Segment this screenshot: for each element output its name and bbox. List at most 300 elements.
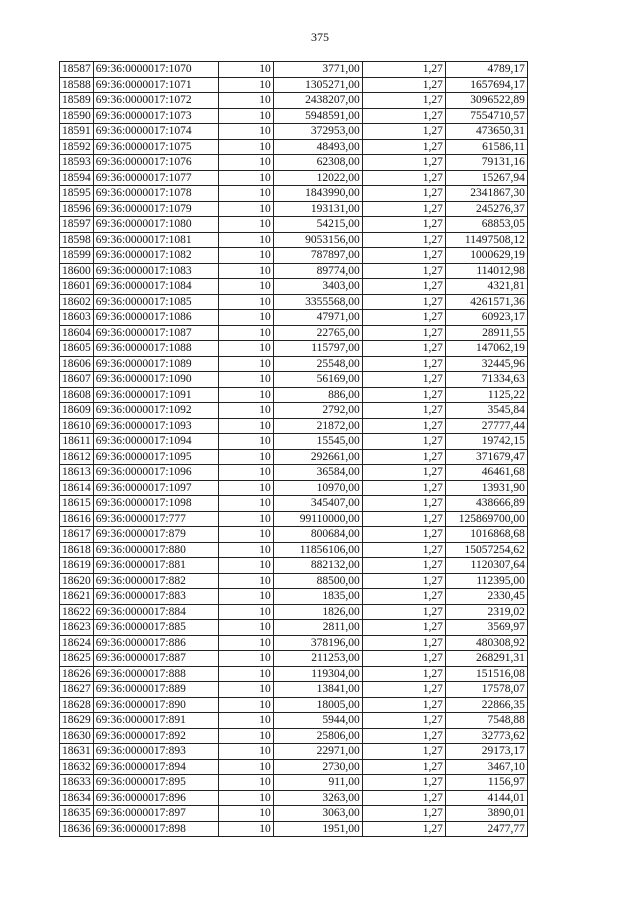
spacer-cell	[362, 387, 421, 403]
table-row	[60, 449, 528, 465]
cadastral-table	[59, 61, 528, 837]
area-cell: 115797,00	[273, 341, 362, 357]
cadastral-number-cell: 69:36:0000017:1094	[93, 434, 218, 450]
area-cell: 1826,00	[273, 604, 362, 620]
value-cell: 68853,05	[445, 217, 527, 233]
table-row	[60, 310, 528, 326]
coefficient-cell: 1,27	[421, 310, 446, 326]
count-cell: 10	[218, 403, 273, 419]
table-row	[60, 728, 528, 744]
coefficient-cell: 1,27	[421, 604, 446, 620]
area-cell: 3263,00	[273, 790, 362, 806]
coefficient-cell: 1,27	[421, 418, 446, 434]
table-row	[60, 418, 528, 434]
area-cell: 12022,00	[273, 170, 362, 186]
table-row	[60, 744, 528, 760]
area-cell: 5944,00	[273, 713, 362, 729]
count-cell: 10	[218, 139, 273, 155]
value-cell: 60923,17	[445, 310, 527, 326]
count-cell: 10	[218, 666, 273, 682]
table-row	[60, 341, 528, 357]
row-number-cell: 18599	[60, 248, 94, 264]
spacer-cell	[362, 511, 421, 527]
table-row	[60, 806, 528, 822]
cadastral-number-cell: 69:36:0000017:777	[93, 511, 218, 527]
spacer-cell	[362, 635, 421, 651]
coefficient-cell: 1,27	[421, 294, 446, 310]
value-cell: 17578,07	[445, 682, 527, 698]
cadastral-number-cell: 69:36:0000017:889	[93, 682, 218, 698]
area-cell: 62308,00	[273, 155, 362, 171]
table-row	[60, 294, 528, 310]
coefficient-cell: 1,27	[421, 697, 446, 713]
value-cell: 22866,35	[445, 697, 527, 713]
spacer-cell	[362, 542, 421, 558]
spacer-cell	[362, 217, 421, 233]
coefficient-cell: 1,27	[421, 496, 446, 512]
area-cell: 15545,00	[273, 434, 362, 450]
count-cell: 10	[218, 62, 273, 78]
row-number-cell: 18622	[60, 604, 94, 620]
table-row	[60, 217, 528, 233]
cadastral-number-cell: 69:36:0000017:1085	[93, 294, 218, 310]
table-row	[60, 186, 528, 202]
table-row	[60, 279, 528, 295]
cadastral-number-cell: 69:36:0000017:888	[93, 666, 218, 682]
table-row	[60, 682, 528, 698]
area-cell: 372953,00	[273, 124, 362, 140]
table-row	[60, 775, 528, 791]
cadastral-number-cell: 69:36:0000017:1073	[93, 108, 218, 124]
count-cell: 10	[218, 697, 273, 713]
row-number-cell: 18623	[60, 620, 94, 636]
value-cell: 1156,97	[445, 775, 527, 791]
cadastral-number-cell: 69:36:0000017:1081	[93, 232, 218, 248]
value-cell: 7554710,57	[445, 108, 527, 124]
count-cell: 10	[218, 217, 273, 233]
count-cell: 10	[218, 589, 273, 605]
coefficient-cell: 1,27	[421, 573, 446, 589]
spacer-cell	[362, 697, 421, 713]
count-cell: 10	[218, 108, 273, 124]
cadastral-number-cell: 69:36:0000017:1092	[93, 403, 218, 419]
table-row	[60, 201, 528, 217]
row-number-cell: 18590	[60, 108, 94, 124]
area-cell: 2730,00	[273, 759, 362, 775]
area-cell: 10970,00	[273, 480, 362, 496]
table-row	[60, 821, 528, 837]
row-number-cell: 18607	[60, 372, 94, 388]
count-cell: 10	[218, 186, 273, 202]
spacer-cell	[362, 465, 421, 481]
area-cell: 1835,00	[273, 589, 362, 605]
cadastral-number-cell: 69:36:0000017:1095	[93, 449, 218, 465]
spacer-cell	[362, 201, 421, 217]
value-cell: 1016868,68	[445, 527, 527, 543]
area-cell: 1951,00	[273, 821, 362, 837]
area-cell: 48493,00	[273, 139, 362, 155]
table-row	[60, 465, 528, 481]
table-row	[60, 527, 528, 543]
coefficient-cell: 1,27	[421, 139, 446, 155]
coefficient-cell: 1,27	[421, 511, 446, 527]
spacer-cell	[362, 356, 421, 372]
row-number-cell: 18626	[60, 666, 94, 682]
row-number-cell: 18600	[60, 263, 94, 279]
coefficient-cell: 1,27	[421, 542, 446, 558]
spacer-cell	[362, 449, 421, 465]
count-cell: 10	[218, 558, 273, 574]
cadastral-number-cell: 69:36:0000017:1079	[93, 201, 218, 217]
table-row	[60, 651, 528, 667]
value-cell: 1657694,17	[445, 77, 527, 93]
spacer-cell	[362, 248, 421, 264]
area-cell: 89774,00	[273, 263, 362, 279]
area-cell: 292661,00	[273, 449, 362, 465]
spacer-cell	[362, 155, 421, 171]
count-cell: 10	[218, 263, 273, 279]
spacer-cell	[362, 790, 421, 806]
row-number-cell: 18587	[60, 62, 94, 78]
area-cell: 99110000,00	[273, 511, 362, 527]
spacer-cell	[362, 139, 421, 155]
value-cell: 2330,45	[445, 589, 527, 605]
value-cell: 245276,37	[445, 201, 527, 217]
coefficient-cell: 1,27	[421, 77, 446, 93]
table-row	[60, 77, 528, 93]
table-row	[60, 496, 528, 512]
cadastral-number-cell: 69:36:0000017:1097	[93, 480, 218, 496]
count-cell: 10	[218, 325, 273, 341]
cadastral-number-cell: 69:36:0000017:1093	[93, 418, 218, 434]
spacer-cell	[362, 527, 421, 543]
cadastral-number-cell: 69:36:0000017:1086	[93, 310, 218, 326]
count-cell: 10	[218, 155, 273, 171]
value-cell: 32445,96	[445, 356, 527, 372]
coefficient-cell: 1,27	[421, 821, 446, 837]
value-cell: 28911,55	[445, 325, 527, 341]
table-row	[60, 759, 528, 775]
cadastral-number-cell: 69:36:0000017:898	[93, 821, 218, 837]
cadastral-number-cell: 69:36:0000017:883	[93, 589, 218, 605]
table-row	[60, 604, 528, 620]
value-cell: 3545,84	[445, 403, 527, 419]
value-cell: 112395,00	[445, 573, 527, 589]
cadastral-number-cell: 69:36:0000017:891	[93, 713, 218, 729]
spacer-cell	[362, 682, 421, 698]
coefficient-cell: 1,27	[421, 790, 446, 806]
spacer-cell	[362, 279, 421, 295]
table-row	[60, 170, 528, 186]
count-cell: 10	[218, 620, 273, 636]
area-cell: 13841,00	[273, 682, 362, 698]
value-cell: 2341867,30	[445, 186, 527, 202]
cadastral-number-cell: 69:36:0000017:893	[93, 744, 218, 760]
coefficient-cell: 1,27	[421, 713, 446, 729]
table-row	[60, 248, 528, 264]
count-cell: 10	[218, 93, 273, 109]
area-cell: 1305271,00	[273, 77, 362, 93]
value-cell: 438666,89	[445, 496, 527, 512]
coefficient-cell: 1,27	[421, 728, 446, 744]
table-row	[60, 542, 528, 558]
spacer-cell	[362, 186, 421, 202]
spacer-cell	[362, 403, 421, 419]
value-cell: 480308,92	[445, 635, 527, 651]
count-cell: 10	[218, 573, 273, 589]
cadastral-number-cell: 69:36:0000017:890	[93, 697, 218, 713]
cadastral-number-cell: 69:36:0000017:1084	[93, 279, 218, 295]
count-cell: 10	[218, 527, 273, 543]
area-cell: 22971,00	[273, 744, 362, 760]
coefficient-cell: 1,27	[421, 759, 446, 775]
cadastral-number-cell: 69:36:0000017:886	[93, 635, 218, 651]
count-cell: 10	[218, 759, 273, 775]
area-cell: 25548,00	[273, 356, 362, 372]
coefficient-cell: 1,27	[421, 124, 446, 140]
table-row	[60, 93, 528, 109]
coefficient-cell: 1,27	[421, 155, 446, 171]
row-number-cell: 18635	[60, 806, 94, 822]
value-cell: 4144,01	[445, 790, 527, 806]
table-row	[60, 511, 528, 527]
value-cell: 19742,15	[445, 434, 527, 450]
coefficient-cell: 1,27	[421, 279, 446, 295]
area-cell: 3771,00	[273, 62, 362, 78]
count-cell: 10	[218, 77, 273, 93]
row-number-cell: 18625	[60, 651, 94, 667]
spacer-cell	[362, 77, 421, 93]
value-cell: 114012,98	[445, 263, 527, 279]
area-cell: 911,00	[273, 775, 362, 791]
spacer-cell	[362, 310, 421, 326]
spacer-cell	[362, 480, 421, 496]
area-cell: 2792,00	[273, 403, 362, 419]
value-cell: 1125,22	[445, 387, 527, 403]
spacer-cell	[362, 434, 421, 450]
row-number-cell: 18614	[60, 480, 94, 496]
table-row	[60, 124, 528, 140]
coefficient-cell: 1,27	[421, 666, 446, 682]
spacer-cell	[362, 713, 421, 729]
row-number-cell: 18592	[60, 139, 94, 155]
row-number-cell: 18608	[60, 387, 94, 403]
cadastral-number-cell: 69:36:0000017:1074	[93, 124, 218, 140]
row-number-cell: 18603	[60, 310, 94, 326]
area-cell: 88500,00	[273, 573, 362, 589]
cadastral-number-cell: 69:36:0000017:897	[93, 806, 218, 822]
coefficient-cell: 1,27	[421, 372, 446, 388]
value-cell: 79131,16	[445, 155, 527, 171]
row-number-cell: 18630	[60, 728, 94, 744]
cadastral-number-cell: 69:36:0000017:1083	[93, 263, 218, 279]
value-cell: 147062,19	[445, 341, 527, 357]
area-cell: 882132,00	[273, 558, 362, 574]
count-cell: 10	[218, 806, 273, 822]
table-body	[60, 62, 528, 837]
spacer-cell	[362, 341, 421, 357]
area-cell: 193131,00	[273, 201, 362, 217]
coefficient-cell: 1,27	[421, 263, 446, 279]
cadastral-number-cell: 69:36:0000017:1096	[93, 465, 218, 481]
cadastral-number-cell: 69:36:0000017:1098	[93, 496, 218, 512]
row-number-cell: 18602	[60, 294, 94, 310]
coefficient-cell: 1,27	[421, 449, 446, 465]
row-number-cell: 18596	[60, 201, 94, 217]
spacer-cell	[362, 589, 421, 605]
spacer-cell	[362, 728, 421, 744]
spacer-cell	[362, 108, 421, 124]
count-cell: 10	[218, 279, 273, 295]
coefficient-cell: 1,27	[421, 620, 446, 636]
value-cell: 27777,44	[445, 418, 527, 434]
area-cell: 2811,00	[273, 620, 362, 636]
count-cell: 10	[218, 821, 273, 837]
cadastral-number-cell: 69:36:0000017:1088	[93, 341, 218, 357]
coefficient-cell: 1,27	[421, 201, 446, 217]
spacer-cell	[362, 604, 421, 620]
table-row	[60, 558, 528, 574]
coefficient-cell: 1,27	[421, 387, 446, 403]
value-cell: 151516,08	[445, 666, 527, 682]
cadastral-number-cell: 69:36:0000017:894	[93, 759, 218, 775]
row-number-cell: 18634	[60, 790, 94, 806]
coefficient-cell: 1,27	[421, 108, 446, 124]
cadastral-number-cell: 69:36:0000017:1076	[93, 155, 218, 171]
row-number-cell: 18619	[60, 558, 94, 574]
area-cell: 119304,00	[273, 666, 362, 682]
row-number-cell: 18612	[60, 449, 94, 465]
spacer-cell	[362, 496, 421, 512]
spacer-cell	[362, 558, 421, 574]
cadastral-number-cell: 69:36:0000017:1075	[93, 139, 218, 155]
coefficient-cell: 1,27	[421, 806, 446, 822]
row-number-cell: 18588	[60, 77, 94, 93]
coefficient-cell: 1,27	[421, 325, 446, 341]
coefficient-cell: 1,27	[421, 775, 446, 791]
spacer-cell	[362, 744, 421, 760]
spacer-cell	[362, 821, 421, 837]
row-number-cell: 18620	[60, 573, 94, 589]
cadastral-number-cell: 69:36:0000017:1082	[93, 248, 218, 264]
value-cell: 13931,90	[445, 480, 527, 496]
count-cell: 10	[218, 635, 273, 651]
area-cell: 378196,00	[273, 635, 362, 651]
row-number-cell: 18597	[60, 217, 94, 233]
row-number-cell: 18631	[60, 744, 94, 760]
coefficient-cell: 1,27	[421, 635, 446, 651]
row-number-cell: 18624	[60, 635, 94, 651]
count-cell: 10	[218, 434, 273, 450]
spacer-cell	[362, 232, 421, 248]
row-number-cell: 18628	[60, 697, 94, 713]
count-cell: 10	[218, 511, 273, 527]
value-cell: 371679,47	[445, 449, 527, 465]
area-cell: 345407,00	[273, 496, 362, 512]
coefficient-cell: 1,27	[421, 589, 446, 605]
spacer-cell	[362, 620, 421, 636]
row-number-cell: 18589	[60, 93, 94, 109]
count-cell: 10	[218, 496, 273, 512]
count-cell: 10	[218, 248, 273, 264]
coefficient-cell: 1,27	[421, 744, 446, 760]
row-number-cell: 18594	[60, 170, 94, 186]
table-row	[60, 325, 528, 341]
value-cell: 3890,01	[445, 806, 527, 822]
value-cell: 61586,11	[445, 139, 527, 155]
spacer-cell	[362, 666, 421, 682]
area-cell: 886,00	[273, 387, 362, 403]
value-cell: 1120307,64	[445, 558, 527, 574]
coefficient-cell: 1,27	[421, 527, 446, 543]
cadastral-number-cell: 69:36:0000017:1091	[93, 387, 218, 403]
table-row	[60, 263, 528, 279]
row-number-cell: 18632	[60, 759, 94, 775]
table-row	[60, 573, 528, 589]
value-cell: 11497508,12	[445, 232, 527, 248]
table-row	[60, 434, 528, 450]
table-row	[60, 372, 528, 388]
count-cell: 10	[218, 201, 273, 217]
row-number-cell: 18618	[60, 542, 94, 558]
table-row	[60, 108, 528, 124]
value-cell: 29173,17	[445, 744, 527, 760]
coefficient-cell: 1,27	[421, 434, 446, 450]
row-number-cell: 18604	[60, 325, 94, 341]
coefficient-cell: 1,27	[421, 341, 446, 357]
count-cell: 10	[218, 790, 273, 806]
count-cell: 10	[218, 775, 273, 791]
cadastral-number-cell: 69:36:0000017:892	[93, 728, 218, 744]
coefficient-cell: 1,27	[421, 170, 446, 186]
cadastral-number-cell: 69:36:0000017:895	[93, 775, 218, 791]
row-number-cell: 18613	[60, 465, 94, 481]
cadastral-number-cell: 69:36:0000017:1089	[93, 356, 218, 372]
value-cell: 4261571,36	[445, 294, 527, 310]
table-row	[60, 62, 528, 78]
table-row	[60, 697, 528, 713]
cadastral-number-cell: 69:36:0000017:885	[93, 620, 218, 636]
coefficient-cell: 1,27	[421, 651, 446, 667]
row-number-cell: 18629	[60, 713, 94, 729]
cadastral-number-cell: 69:36:0000017:887	[93, 651, 218, 667]
value-cell: 7548,88	[445, 713, 527, 729]
count-cell: 10	[218, 356, 273, 372]
value-cell: 2319,02	[445, 604, 527, 620]
coefficient-cell: 1,27	[421, 480, 446, 496]
table-row	[60, 139, 528, 155]
coefficient-cell: 1,27	[421, 217, 446, 233]
count-cell: 10	[218, 124, 273, 140]
cadastral-number-cell: 69:36:0000017:882	[93, 573, 218, 589]
area-cell: 5948591,00	[273, 108, 362, 124]
row-number-cell: 18605	[60, 341, 94, 357]
cadastral-number-cell: 69:36:0000017:1078	[93, 186, 218, 202]
area-cell: 22765,00	[273, 325, 362, 341]
count-cell: 10	[218, 170, 273, 186]
coefficient-cell: 1,27	[421, 62, 446, 78]
cadastral-number-cell: 69:36:0000017:884	[93, 604, 218, 620]
cadastral-number-cell: 69:36:0000017:1087	[93, 325, 218, 341]
count-cell: 10	[218, 310, 273, 326]
area-cell: 18005,00	[273, 697, 362, 713]
value-cell: 473650,31	[445, 124, 527, 140]
table-row	[60, 480, 528, 496]
row-number-cell: 18621	[60, 589, 94, 605]
count-cell: 10	[218, 682, 273, 698]
value-cell: 4321,81	[445, 279, 527, 295]
row-number-cell: 18598	[60, 232, 94, 248]
